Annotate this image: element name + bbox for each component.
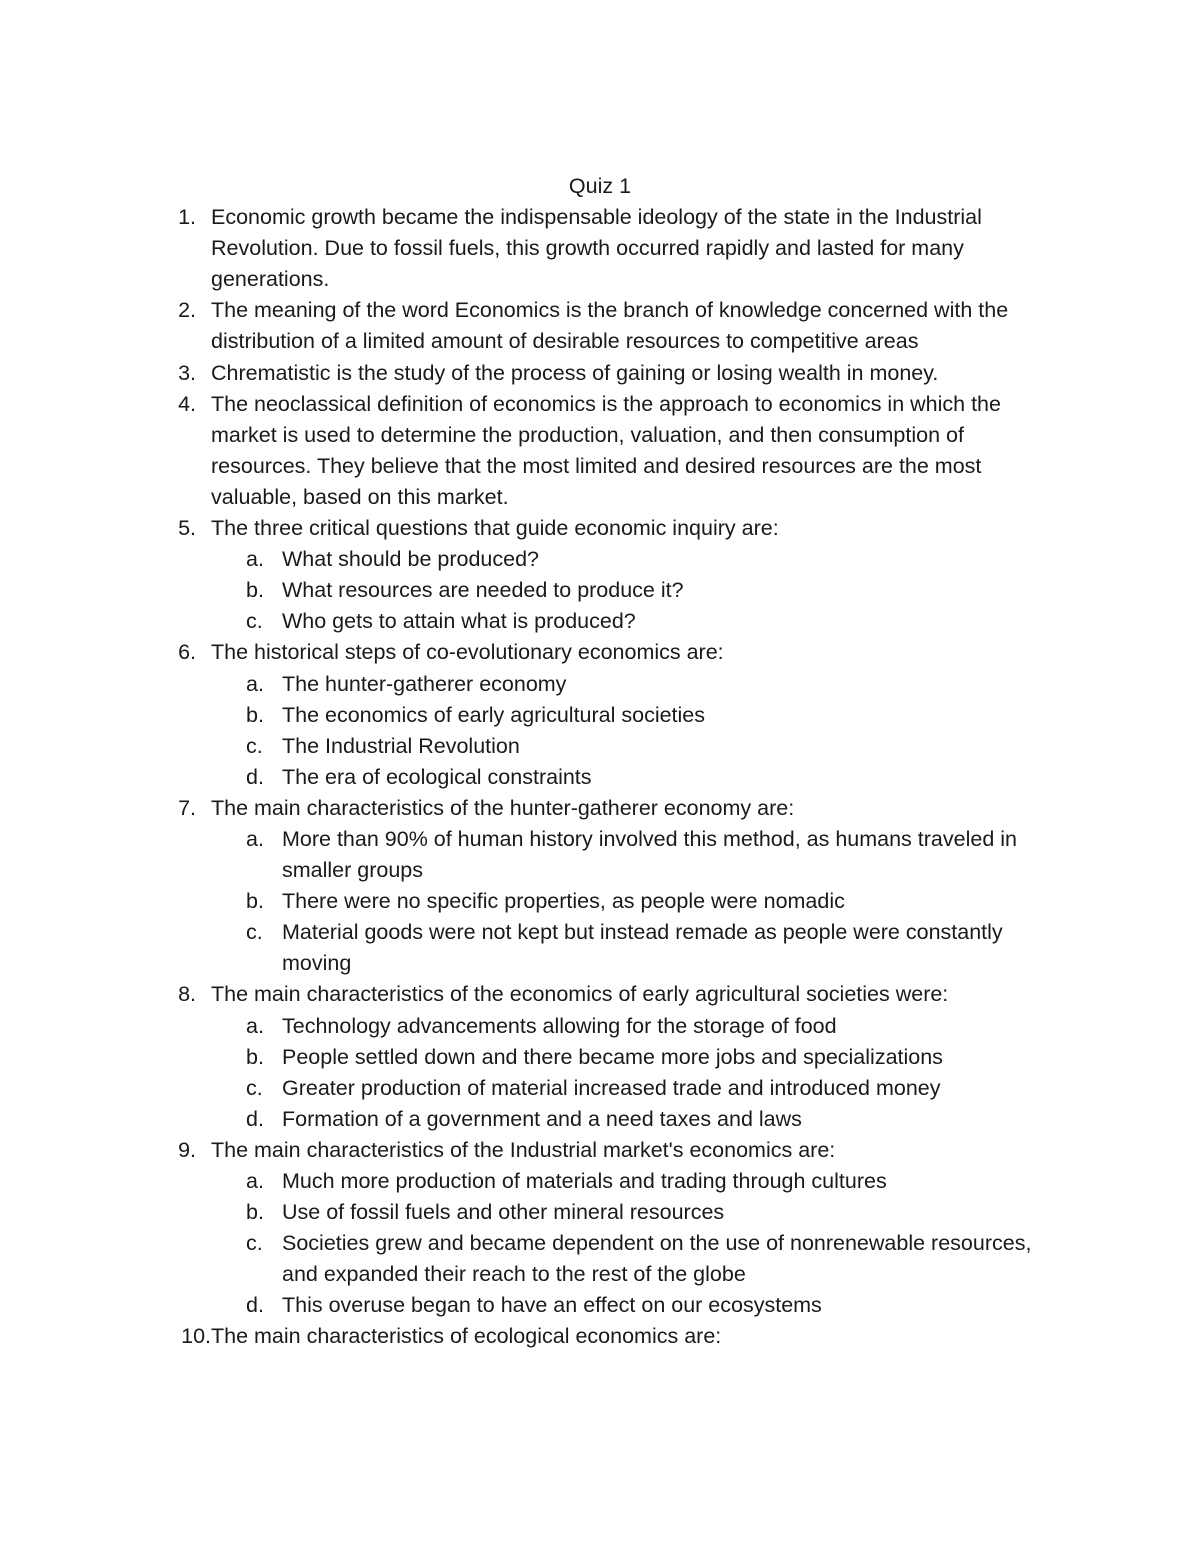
sub-list-item bbox=[211, 1290, 1062, 1321]
list-item bbox=[0, 979, 1200, 1134]
sub-item-text: There were no specific properties, as people were nomadic bbox=[282, 889, 845, 914]
document-body bbox=[0, 171, 1200, 1353]
sub-item-text: This overuse began to have an effect on our ecosystems bbox=[282, 1293, 822, 1318]
sub-item-letter: d. bbox=[246, 1293, 264, 1318]
item-text: Economic growth became the indispensable ideology of the state in the Industrial Revolution. Due to fossil fuels, this growth occurred rapidly and lasted for many generations. bbox=[211, 205, 982, 292]
sub-item-letter: a. bbox=[246, 1169, 264, 1193]
sub-item-text: The era of ecological constraints bbox=[282, 764, 592, 789]
item-text: The meaning of the word Economics is the branch of knowledge concerned with the distribution of a limited amount of desirable resources to competitive areas bbox=[211, 298, 1009, 354]
sub-list bbox=[211, 1011, 1062, 1135]
sub-item-text: The Industrial Revolution bbox=[282, 733, 520, 758]
item-number: 3. bbox=[178, 360, 196, 385]
sub-item-letter: b. bbox=[246, 578, 264, 603]
item-text: The three critical questions that guide economic inquiry are: bbox=[211, 516, 779, 541]
sub-item-text: Formation of a government and a need taxes and laws bbox=[282, 1106, 802, 1131]
sub-list-item bbox=[211, 824, 1062, 886]
sub-item-letter: b. bbox=[246, 889, 264, 914]
list-item bbox=[0, 513, 1200, 637]
sub-item-letter: a. bbox=[246, 826, 264, 851]
sub-list bbox=[211, 1166, 1062, 1321]
sub-item-letter: c. bbox=[246, 920, 263, 945]
list-item bbox=[0, 793, 1200, 980]
sub-list bbox=[211, 544, 1062, 637]
sub-list-item bbox=[211, 700, 1062, 731]
item-number: 6. bbox=[178, 640, 196, 665]
sub-item-letter: a. bbox=[246, 1013, 264, 1038]
sub-list-item bbox=[211, 575, 1062, 606]
item-number: 8. bbox=[178, 982, 196, 1007]
item-text: The main characteristics of the hunter-gatherer economy are: bbox=[211, 795, 795, 820]
item-text: The historical steps of co-evolutionary economics are: bbox=[211, 640, 724, 665]
item-text: The main characteristics of the economics of early agricultural societies were: bbox=[211, 982, 949, 1007]
list-item bbox=[0, 1135, 1200, 1322]
sub-item-text: The hunter-gatherer economy bbox=[282, 671, 567, 696]
item-text: The main characteristics of the Industrial market's economics are: bbox=[211, 1137, 836, 1162]
sub-list-item bbox=[211, 1166, 1062, 1197]
item-number: 10. bbox=[181, 1324, 211, 1349]
sub-item-letter: d. bbox=[246, 764, 264, 789]
sub-item-letter: a. bbox=[246, 671, 264, 696]
sub-list-item bbox=[211, 544, 1062, 575]
item-number: 2. bbox=[178, 298, 196, 323]
sub-item-text: The economics of early agricultural societies bbox=[282, 702, 706, 727]
sub-item-text: Who gets to attain what is produced? bbox=[282, 609, 636, 634]
sub-list-item bbox=[211, 1073, 1062, 1104]
question-list bbox=[0, 202, 1200, 1352]
sub-list-item bbox=[211, 1011, 1062, 1042]
item-number: 5. bbox=[178, 516, 196, 541]
item-text: Chrematistic is the study of the process of gaining or losing wealth in money. bbox=[211, 360, 939, 385]
sub-list-item bbox=[211, 762, 1062, 793]
item-text: The neoclassical definition of economics is the approach to economics in which the market is used to determine the production, valuation, and then consumption of resources. They believe that the most limited and desired resources are the most valuable, based on this market. bbox=[211, 391, 1001, 509]
list-item bbox=[0, 637, 1200, 792]
sub-item-letter: c. bbox=[246, 1231, 263, 1256]
sub-item-letter: c. bbox=[246, 1075, 263, 1100]
sub-list bbox=[211, 669, 1062, 793]
item-number: 4. bbox=[178, 391, 196, 416]
sub-list-item bbox=[211, 917, 1062, 979]
sub-item-text: Greater production of material increased trade and introduced money bbox=[282, 1075, 941, 1100]
list-item bbox=[0, 1321, 1200, 1352]
sub-item-text: Technology advancements allowing for the storage of food bbox=[282, 1013, 837, 1038]
sub-item-letter: c. bbox=[246, 609, 263, 634]
item-number: 1. bbox=[178, 205, 196, 230]
sub-item-text: Material goods were not kept but instead remade as people were constantly moving bbox=[282, 920, 1003, 976]
sub-list-item bbox=[211, 669, 1062, 700]
sub-list-item bbox=[211, 606, 1062, 637]
sub-item-text: What should be produced? bbox=[282, 547, 539, 572]
sub-item-text: What resources are needed to produce it? bbox=[282, 578, 684, 603]
sub-item-text: Use of fossil fuels and other mineral resources bbox=[282, 1200, 725, 1225]
sub-item-letter: a. bbox=[246, 547, 264, 572]
sub-item-letter: b. bbox=[246, 1200, 264, 1225]
sub-item-letter: d. bbox=[246, 1106, 264, 1131]
sub-list-item bbox=[211, 886, 1062, 917]
list-item bbox=[0, 202, 1200, 295]
sub-list-item bbox=[211, 1104, 1062, 1135]
sub-item-text: Much more production of materials and trading through cultures bbox=[282, 1169, 887, 1193]
list-item bbox=[0, 295, 1200, 357]
list-item bbox=[0, 389, 1200, 513]
sub-list-item bbox=[211, 1042, 1062, 1073]
sub-item-letter: c. bbox=[246, 733, 263, 758]
sub-item-letter: b. bbox=[246, 702, 264, 727]
item-number: 7. bbox=[178, 795, 196, 820]
sub-item-letter: b. bbox=[246, 1044, 264, 1069]
sub-list-item bbox=[211, 1197, 1062, 1228]
item-number: 9. bbox=[178, 1137, 196, 1162]
sub-item-text: People settled down and there became more jobs and specializations bbox=[282, 1044, 943, 1069]
item-text: The main characteristics of ecological economics are: bbox=[211, 1324, 722, 1349]
page-title: Quiz 1 bbox=[568, 174, 632, 198]
list-item bbox=[0, 358, 1200, 389]
sub-list-item bbox=[211, 1228, 1062, 1290]
sub-list bbox=[211, 824, 1062, 979]
sub-item-text: Societies grew and became dependent on the use of nonrenewable resources, and expanded their reach to the rest of the globe bbox=[282, 1231, 1032, 1287]
sub-list-item bbox=[211, 731, 1062, 762]
sub-item-text: More than 90% of human history involved this method, as humans traveled in smaller groups bbox=[282, 826, 1017, 883]
